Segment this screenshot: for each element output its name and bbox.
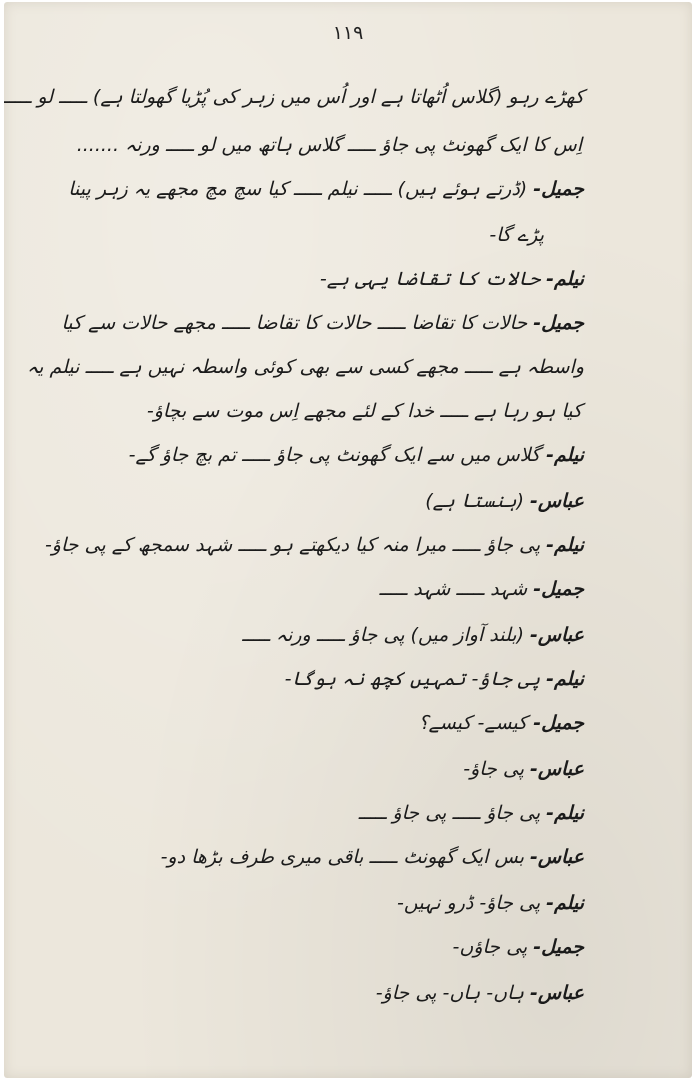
dialogue-line-13 xyxy=(242,620,584,650)
speaker-name: نیلم- xyxy=(546,802,584,824)
speaker-name: نیلم- xyxy=(546,668,584,690)
speaker-name: عباس- xyxy=(530,624,584,646)
speaker-name: جمیل- xyxy=(533,178,584,200)
speaker-name: نیلم- xyxy=(546,892,584,914)
text-line-8 xyxy=(147,396,582,426)
dialogue-line-10 xyxy=(425,486,584,516)
dialogue-line-15 xyxy=(419,708,585,738)
speaker-name: نیلم- xyxy=(546,268,584,290)
dialogue-text: حالات کا تقاضا ـــــ حالات کا تقاضا ـــــ مجھے حالات سے کیا xyxy=(61,312,534,334)
dialogue-text: پی جاؤ- ڈرو نہیں- xyxy=(397,892,547,914)
speaker-name: نیلم- xyxy=(546,444,584,466)
dialogue-text: پی جاؤ ـــــ پی جاؤ ـــــ xyxy=(358,802,547,824)
dialogue-text: شہد ـــــ شہد ـــــ xyxy=(379,578,534,600)
line-text: کیا ہو رہا ہے ـــــ خدا کے لئے مجھے اِس موت سے بچاؤ- xyxy=(146,400,582,422)
dialogue-line-17 xyxy=(359,798,584,828)
text-line-2 xyxy=(77,130,582,160)
text-line-4 xyxy=(489,220,544,250)
dialogue-text: (بلند آواز میں) پی جاؤ ـــــ ورنہ ـــــ xyxy=(242,624,531,646)
dialogue-text: پی جاؤ- تمہیں کچھ نہ ہوگا- xyxy=(284,668,547,690)
speaker-name: عباس- xyxy=(530,758,584,780)
dialogue-text: کیسے- کیسے؟ xyxy=(418,712,534,734)
dialogue-text: (ہنستا ہے) xyxy=(425,490,531,512)
dialogue-line-3 xyxy=(68,174,584,204)
dialogue-text: (ڈرتے ہوئے ہیں) ـــــ نیلم ـــــ کیا سچ مچ مجھے یہ زہر پینا xyxy=(68,178,534,200)
dialogue-line-6 xyxy=(61,308,584,338)
book-page xyxy=(4,2,692,1078)
speaker-name: نیلم- xyxy=(546,534,584,556)
dialogue-text: حالات کا تقاضا یہی ہے- xyxy=(319,268,547,290)
speaker-name: جمیل- xyxy=(533,578,584,600)
text-line-1 xyxy=(4,82,584,112)
speaker-name: جمیل- xyxy=(533,712,584,734)
dialogue-line-5 xyxy=(320,264,584,294)
dialogue-line-21 xyxy=(376,978,584,1008)
dialogue-line-14 xyxy=(285,664,584,694)
speaker-name: عباس- xyxy=(530,846,584,868)
dialogue-line-11 xyxy=(45,530,584,560)
dialogue-line-19 xyxy=(397,888,584,918)
text-line-7 xyxy=(27,352,584,382)
dialogue-line-12 xyxy=(379,574,584,604)
dialogue-line-18 xyxy=(161,842,584,872)
dialogue-text: گلاس میں سے ایک گھونٹ پی جاؤ ـــــ تم بچ جاؤ گے- xyxy=(128,444,547,466)
dialogue-text: پی جاؤں- xyxy=(452,936,534,958)
line-text: کھڑے رہو (گلاس اُٹھاتا ہے اور اُس میں زہر کی پُڑیا گھولتا ہے) ـــــ لو ـــــ xyxy=(4,86,584,108)
dialogue-text: پی جاؤ- xyxy=(463,758,531,780)
speaker-name: جمیل- xyxy=(533,936,584,958)
dialogue-text: پی جاؤ ـــــ میرا منہ کیا دیکھتے ہو ـــــ شہد سمجھ کے پی جاؤ- xyxy=(44,534,547,556)
line-text: پڑے گا- xyxy=(489,224,544,246)
dialogue-line-20 xyxy=(453,932,584,962)
dialogue-line-9 xyxy=(129,440,584,470)
dialogue-line-16 xyxy=(463,754,584,784)
dialogue-text: ہاں- ہاں- پی جاؤ- xyxy=(375,982,531,1004)
speaker-name: جمیل- xyxy=(533,312,584,334)
line-text: واسطہ ہے ـــــ مجھے کسی سے بھی کوئی واسطہ نہیں ہے ـــــ نیلم یہ xyxy=(27,356,584,378)
speaker-name: عباس- xyxy=(530,490,584,512)
line-text: اِس کا ایک گھونٹ پی جاؤ ـــــ گلاس ہاتھ میں لو ـــــ ورنہ ....... xyxy=(76,134,582,156)
page-number: ۱۱۹ xyxy=(332,22,364,44)
speaker-name: عباس- xyxy=(530,982,584,1004)
dialogue-text: بس ایک گھونٹ ـــــ باقی میری طرف بڑھا دو- xyxy=(160,846,531,868)
